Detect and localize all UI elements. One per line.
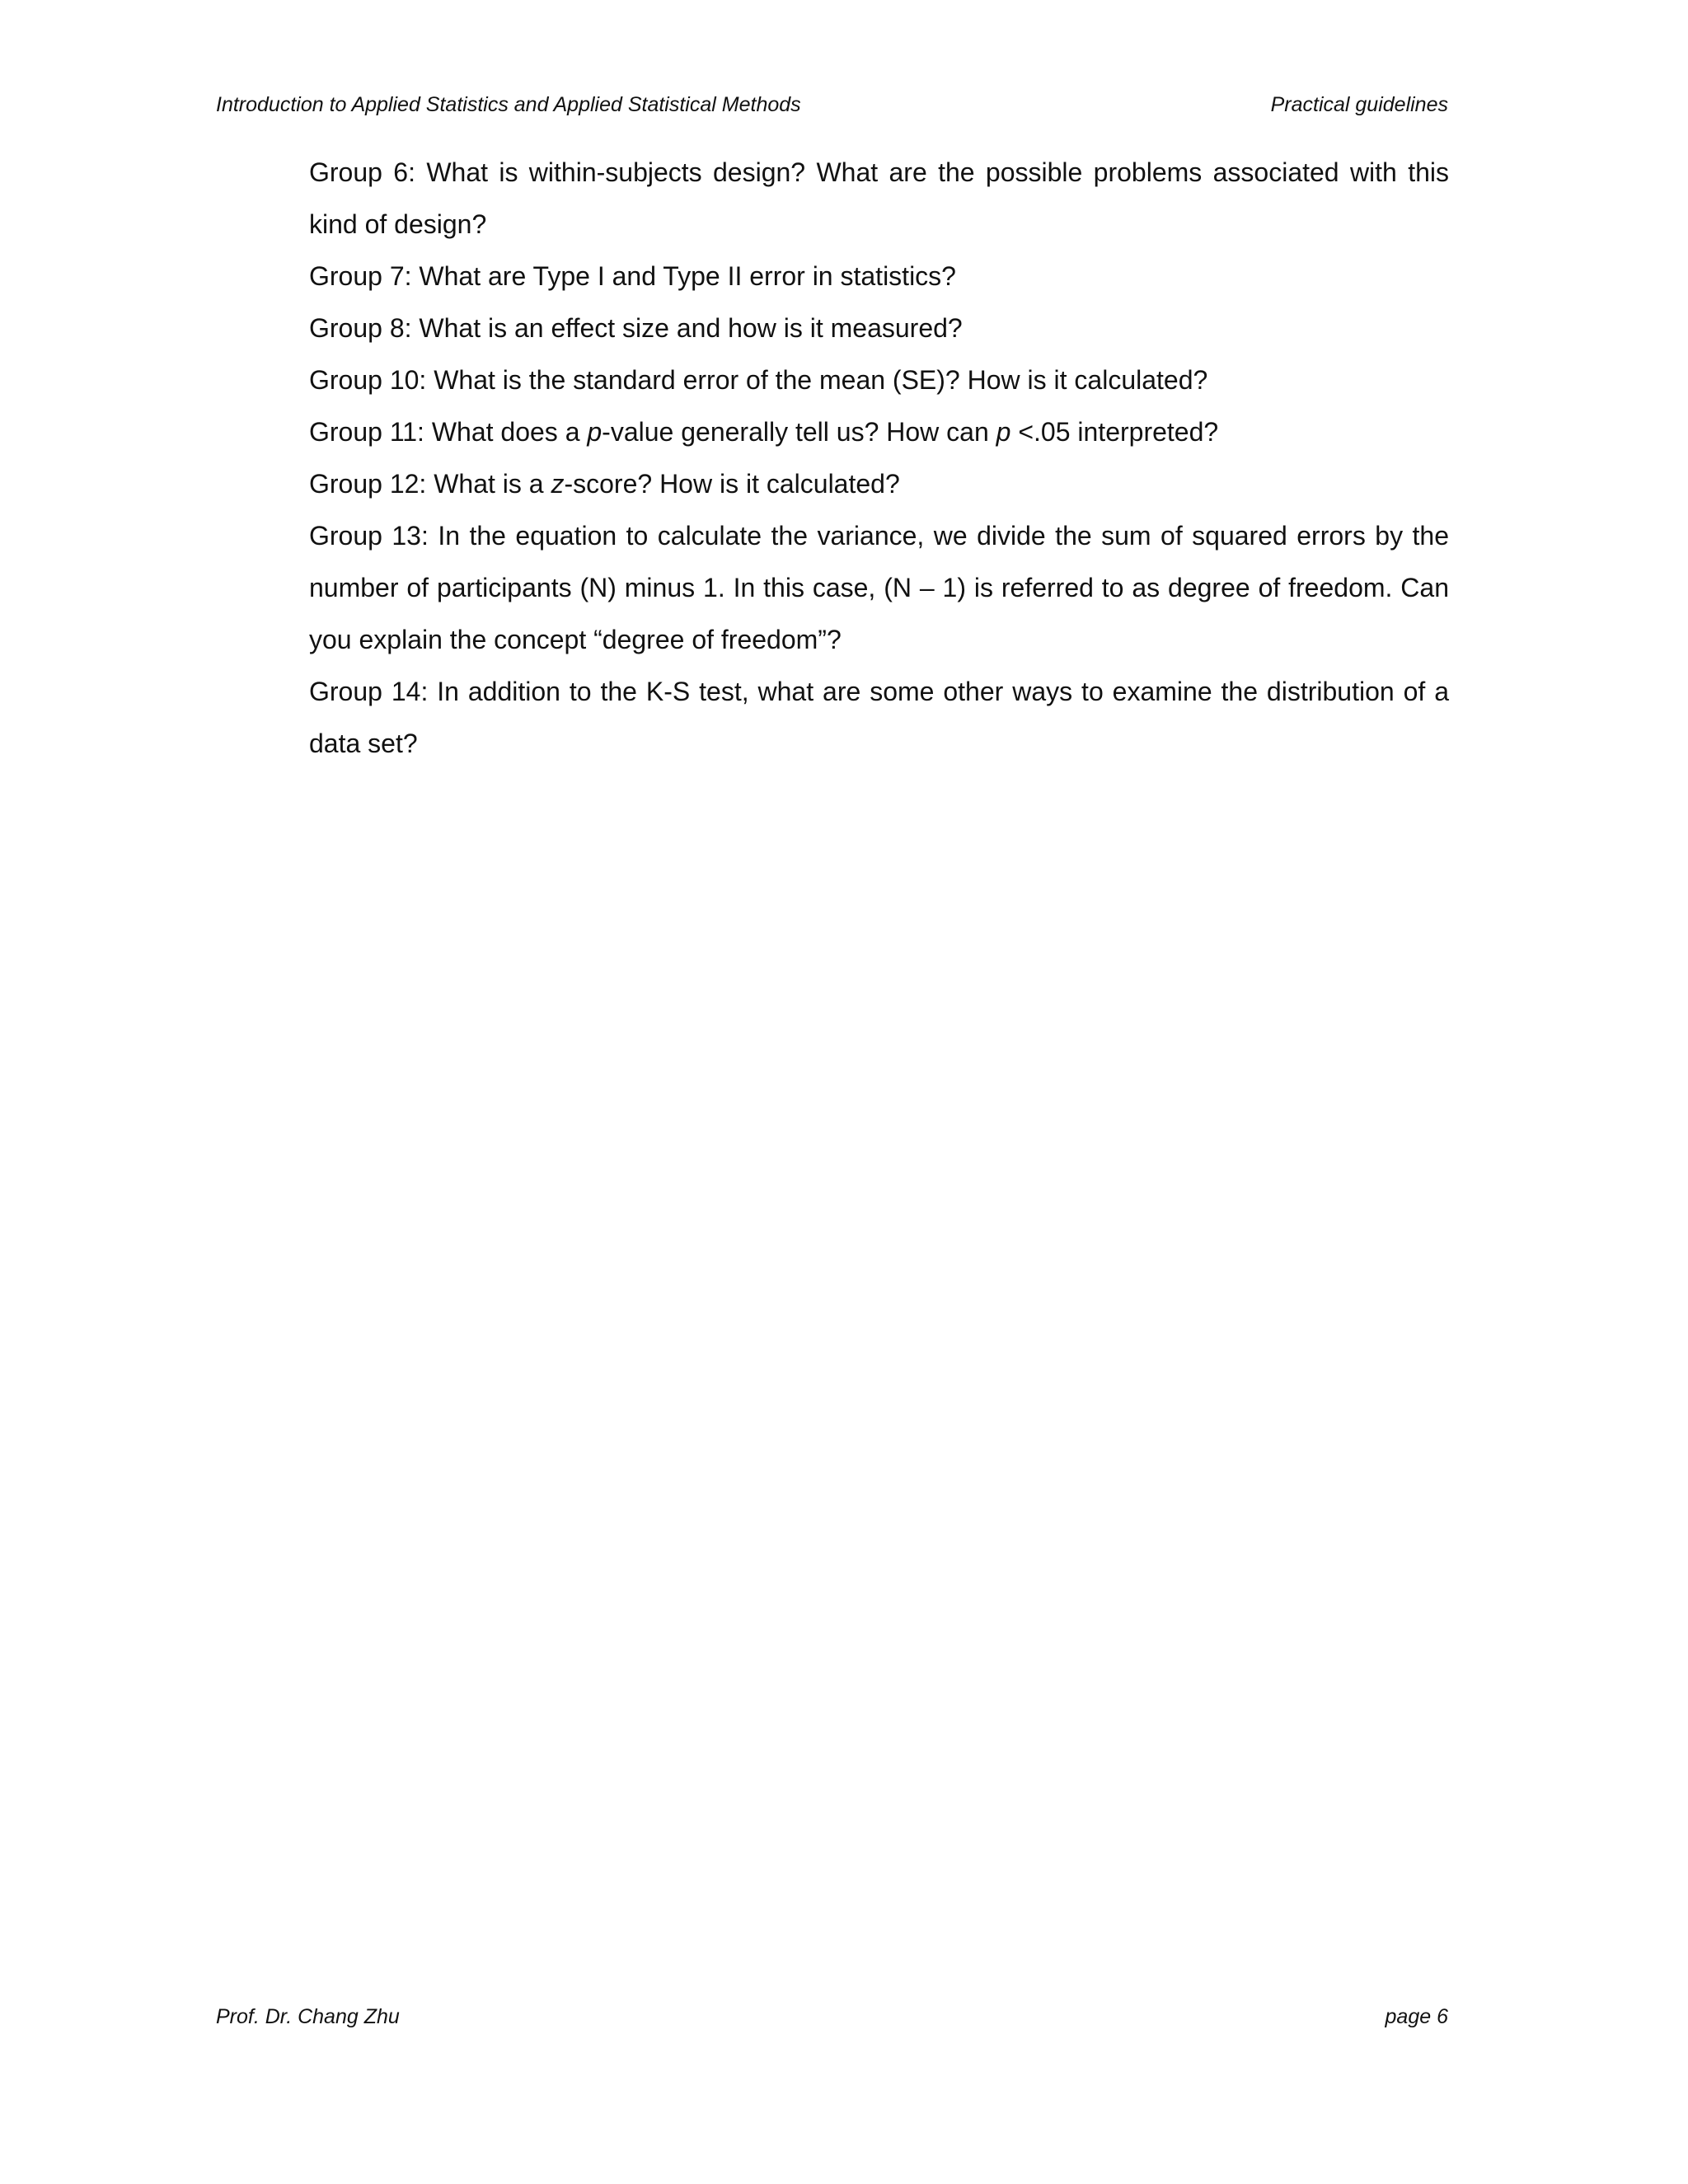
question-group-11-part-2: -value generally tell us? How can — [602, 417, 996, 447]
question-group-11-part-3: <.05 interpreted? — [1010, 417, 1219, 447]
question-group-12-part-1: Group 12: What is a — [309, 469, 551, 499]
question-group-7: Group 7: What are Type I and Type II error in statistics? — [309, 261, 956, 291]
question-group-14: Group 14: In addition to the K-S test, what are some other ways to examine the distribution of a data set? — [309, 677, 1449, 758]
question-group-11-part-1: Group 11: What does a — [309, 417, 588, 447]
question-group-11-p-symbol-1: p — [587, 417, 603, 447]
question-group-10: Group 10: What is the standard error of the mean (SE)? How is it calculated? — [309, 365, 1208, 395]
question-list — [309, 147, 1449, 770]
question-group-12-z-symbol: z — [551, 469, 565, 499]
question-group-6: Group 6: What is within-subjects design? What are the possible problems associated with this kind of design? — [309, 157, 1449, 239]
footer-page-number: page 6 — [1385, 2005, 1448, 2028]
header-section-title: Practical guidelines — [1270, 93, 1448, 116]
question-group-12 — [309, 458, 1449, 510]
header-course-title: Introduction to Applied Statistics and Applied Statistical Methods — [216, 93, 801, 116]
footer-author: Prof. Dr. Chang Zhu — [216, 2005, 400, 2028]
question-group-8: Group 8: What is an effect size and how is it measured? — [309, 313, 963, 343]
question-group-11-p-symbol-2: p — [996, 417, 1011, 447]
page-header — [216, 92, 1448, 117]
question-group-11 — [309, 406, 1449, 458]
question-group-13: Group 13: In the equation to calculate the variance, we divide the sum of squared errors by the number of participants (N) minus 1. In this case, (N – 1) is referred to as degree of freedom. Can you explain the concept “degree of freedom”? — [309, 521, 1449, 654]
page-footer — [216, 2004, 1448, 2029]
question-group-12-part-2: -score? How is it calculated? — [564, 469, 900, 499]
